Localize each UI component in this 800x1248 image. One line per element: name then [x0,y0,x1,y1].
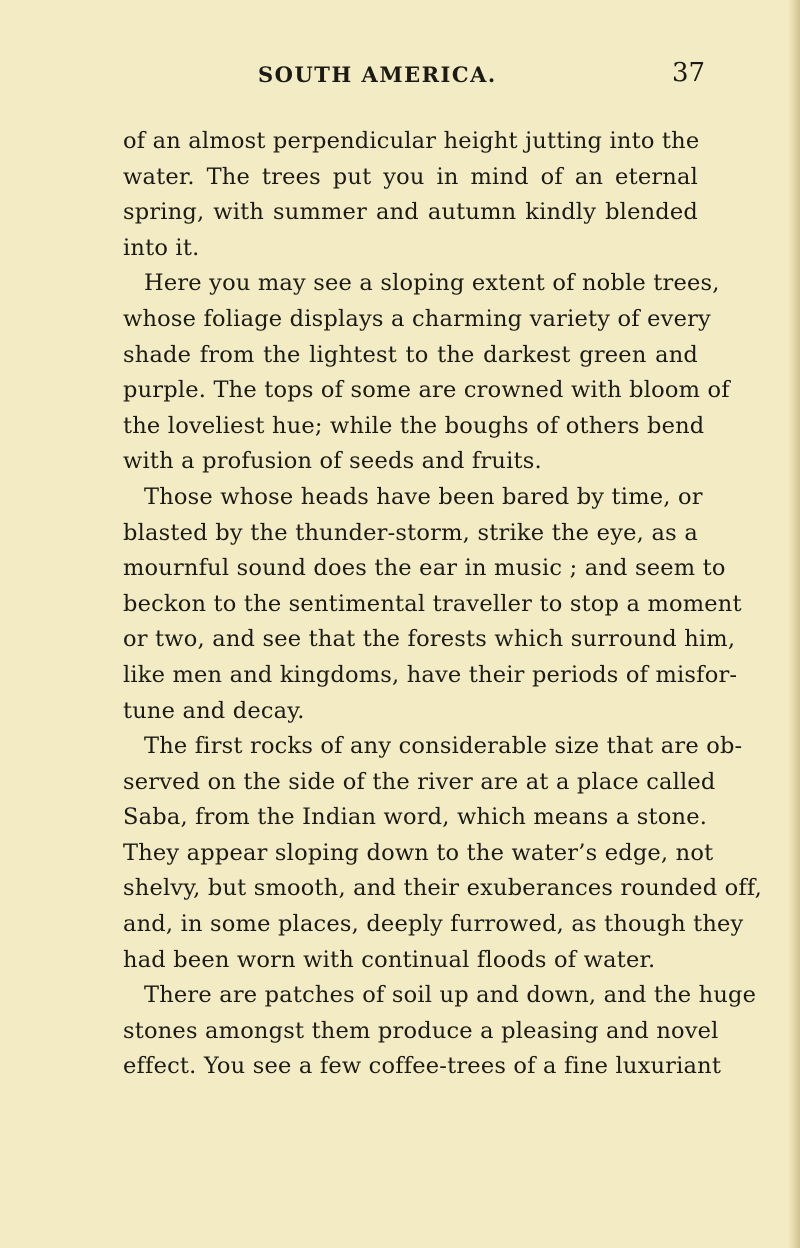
text-line: tune and decay. [123,697,305,724]
text-line: like men and kingdoms, have their periods of misfor- [123,661,738,688]
text-line: Here you may see a sloping extent of noble trees, [144,270,720,297]
text-line: had been worn with continual floods of water. [123,946,656,973]
text-line: served on the side of the river are at a place called [123,768,716,795]
text-line: They appear sloping down to the water’s edge, not [123,839,714,866]
text-line: purple. The tops of some are crowned with bloom of [123,377,730,404]
text-line: effect. You see a few coffee-trees of a fine luxuriant [123,1053,722,1080]
text-line: or two, and see that the forests which surround him, [123,626,736,653]
text-line: mournful sound does the ear in music ; and seem to [123,555,726,582]
text-line: shade from the lightest to the darkest green and [123,341,698,368]
text-line: of an almost perpendicular height jutting into the [123,128,700,154]
text-line: spring, with summer and autumn kindly blended [123,199,698,226]
text-line: whose foliage displays a charming variety of every [123,305,711,332]
text-line: Those whose heads have been bared by time, or [144,483,703,510]
text-line: water. The trees put you in mind of an eternal [123,163,698,190]
text-line: blasted by the thunder-storm, strike the eye, as a [123,519,698,546]
text-line: shelvy, but smooth, and their exuberances rounded off, [123,875,762,902]
text-line: with a profusion of seeds and fruits. [123,448,542,475]
text-line: Saba, from the Indian word, which means a stone. [123,804,708,831]
text-line: into it. [123,234,200,261]
text-line: stones amongst them produce a pleasing and novel [123,1017,719,1044]
text-line: beckon to the sentimental traveller to stop a moment [123,590,742,617]
text-line: There are patches of soil up and down, and the huge [144,982,757,1009]
page-header [0,56,800,96]
running-title: SOUTH AMERICA. [258,62,497,87]
body-text [123,124,762,1085]
text-line: The first rocks of any considerable size that are ob- [144,733,743,760]
page-number: 37 [672,58,706,88]
text-line: the loveliest hue; while the boughs of others bend [123,412,705,439]
page-edge-shadow [788,0,800,1248]
text-line: and, in some places, deeply furrowed, as though they [123,911,744,938]
